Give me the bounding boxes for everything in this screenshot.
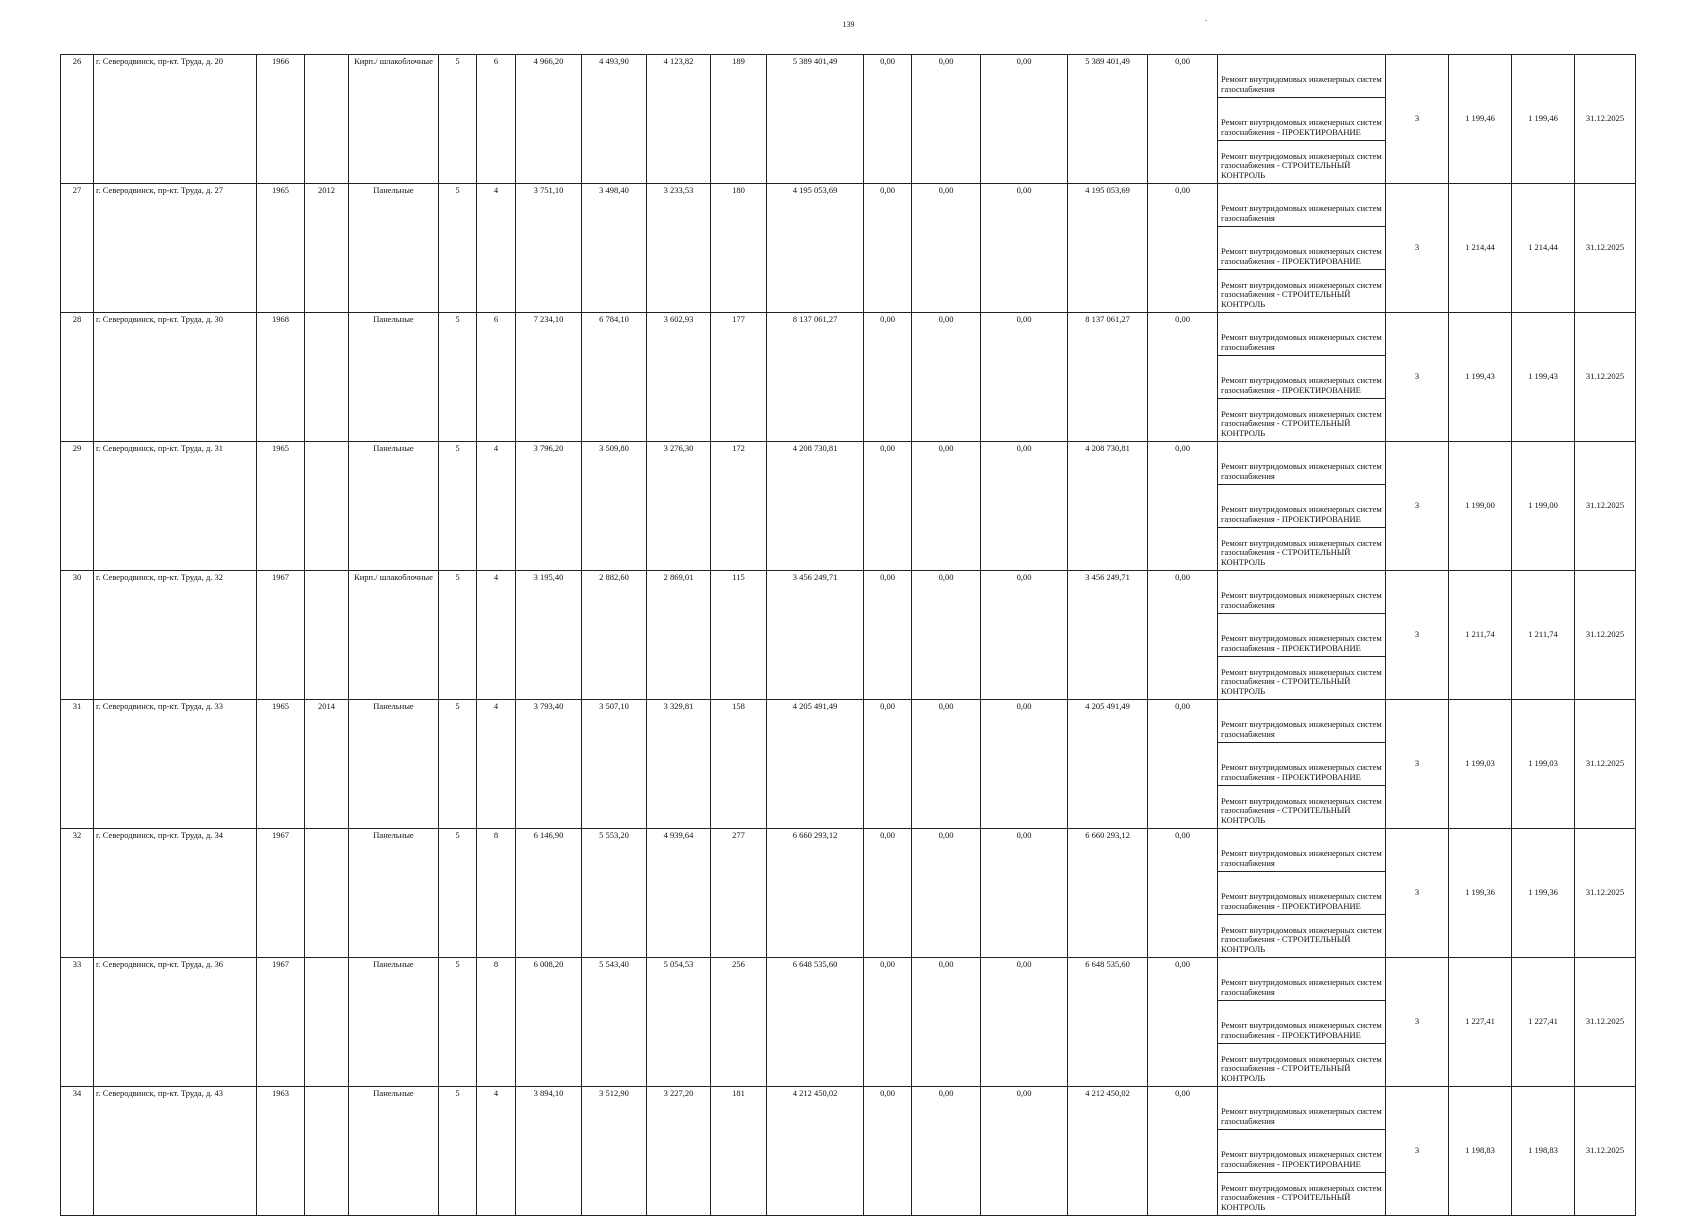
cost-regional: 0,00 (912, 1087, 981, 1216)
floors: 5 (439, 571, 477, 700)
year-built: 1965 (257, 700, 305, 829)
area-living: 3 507,10 (582, 700, 647, 829)
row-number: 31 (61, 700, 94, 829)
table-row (61, 313, 1636, 356)
year-renovated (305, 829, 349, 958)
cost-regional: 0,00 (912, 571, 981, 700)
residents: 181 (711, 1087, 767, 1216)
cost-federal: 0,00 (864, 442, 912, 571)
cost-other: 0,00 (1148, 313, 1218, 442)
total-area: 3 195,40 (516, 571, 582, 700)
row-number: 28 (61, 313, 94, 442)
completion-date: 31.12.2025 (1575, 700, 1636, 829)
entrances: 4 (477, 442, 516, 571)
year-renovated (305, 571, 349, 700)
cost-local: 0,00 (981, 184, 1068, 313)
residents: 180 (711, 184, 767, 313)
cost-federal: 0,00 (864, 184, 912, 313)
specific-cost: 1 227,41 (1449, 958, 1512, 1087)
total-cost: 5 389 401,49 (767, 55, 864, 184)
cost-owners: 4 212 450,02 (1068, 1087, 1148, 1216)
completion-date: 31.12.2025 (1575, 1087, 1636, 1216)
cost-regional: 0,00 (912, 55, 981, 184)
total-area: 3 751,10 (516, 184, 582, 313)
residents: 115 (711, 571, 767, 700)
cost-regional: 0,00 (912, 313, 981, 442)
floors: 5 (439, 184, 477, 313)
cost-local: 0,00 (981, 958, 1068, 1087)
work-type: Ремонт внутридомовых инженерных систем газоснабжения (1218, 184, 1386, 227)
cost-local: 0,00 (981, 700, 1068, 829)
entrances: 8 (477, 829, 516, 958)
cost-other: 0,00 (1148, 571, 1218, 700)
cost-regional: 0,00 (912, 442, 981, 571)
wall-material: Панельные (349, 958, 439, 1087)
total-area: 3 793,40 (516, 700, 582, 829)
entrances: 4 (477, 571, 516, 700)
work-type: Ремонт внутридомовых инженерных систем газоснабжения - СТРОИТЕЛЬНЫЙ КОНТРОЛЬ (1218, 528, 1386, 571)
total-cost: 6 648 535,60 (767, 958, 864, 1087)
row-number: 30 (61, 571, 94, 700)
total-area: 6 146,90 (516, 829, 582, 958)
table-row (61, 571, 1636, 614)
unit: 3 (1386, 313, 1449, 442)
total-area: 4 966,20 (516, 55, 582, 184)
completion-date: 31.12.2025 (1575, 313, 1636, 442)
cost-other: 0,00 (1148, 184, 1218, 313)
year-built: 1966 (257, 55, 305, 184)
work-type: Ремонт внутридомовых инженерных систем газоснабжения - СТРОИТЕЛЬНЫЙ КОНТРОЛЬ (1218, 786, 1386, 829)
specific-cost: 1 199,36 (1449, 829, 1512, 958)
residents: 277 (711, 829, 767, 958)
year-built: 1967 (257, 571, 305, 700)
unit: 3 (1386, 1087, 1449, 1216)
max-cost: 1 199,00 (1512, 442, 1575, 571)
address: г. Северодвинск, пр-кт. Труда, д. 27 (94, 184, 257, 313)
area-residential: 3 329,81 (647, 700, 711, 829)
total-area: 7 234,10 (516, 313, 582, 442)
page-number: 139 (842, 20, 855, 29)
entrances: 4 (477, 184, 516, 313)
capital-repair-table (60, 54, 1636, 1216)
year-built: 1965 (257, 442, 305, 571)
wall-material: Кирп./ шлакоблочные (349, 571, 439, 700)
area-living: 3 512,90 (582, 1087, 647, 1216)
year-renovated (305, 958, 349, 1087)
wall-material: Кирп./ шлакоблочные (349, 55, 439, 184)
completion-date: 31.12.2025 (1575, 958, 1636, 1087)
cost-other: 0,00 (1148, 700, 1218, 829)
floors: 5 (439, 700, 477, 829)
unit: 3 (1386, 700, 1449, 829)
entrances: 4 (477, 1087, 516, 1216)
area-residential: 3 233,53 (647, 184, 711, 313)
residents: 172 (711, 442, 767, 571)
work-type: Ремонт внутридомовых инженерных систем газоснабжения (1218, 958, 1386, 1001)
cost-other: 0,00 (1148, 1087, 1218, 1216)
cost-local: 0,00 (981, 313, 1068, 442)
cost-federal: 0,00 (864, 700, 912, 829)
entrances: 4 (477, 700, 516, 829)
work-type: Ремонт внутридомовых инженерных систем газоснабжения - ПРОЕКТИРОВАНИЕ (1218, 1001, 1386, 1044)
cost-owners: 8 137 061,27 (1068, 313, 1148, 442)
work-type: Ремонт внутридомовых инженерных систем газоснабжения - ПРОЕКТИРОВАНИЕ (1218, 614, 1386, 657)
area-living: 5 543,40 (582, 958, 647, 1087)
year-renovated (305, 1087, 349, 1216)
area-living: 5 553,20 (582, 829, 647, 958)
work-type: Ремонт внутридомовых инженерных систем газоснабжения - СТРОИТЕЛЬНЫЙ КОНТРОЛЬ (1218, 270, 1386, 313)
area-living: 4 493,90 (582, 55, 647, 184)
cost-federal: 0,00 (864, 571, 912, 700)
year-built: 1963 (257, 1087, 305, 1216)
completion-date: 31.12.2025 (1575, 442, 1636, 571)
row-number: 29 (61, 442, 94, 571)
year-built: 1968 (257, 313, 305, 442)
max-cost: 1 199,46 (1512, 55, 1575, 184)
wall-material: Панельные (349, 184, 439, 313)
work-type: Ремонт внутридомовых инженерных систем газоснабжения - СТРОИТЕЛЬНЫЙ КОНТРОЛЬ (1218, 1044, 1386, 1087)
area-living: 3 498,40 (582, 184, 647, 313)
year-built: 1967 (257, 829, 305, 958)
row-number: 27 (61, 184, 94, 313)
area-residential: 2 869,01 (647, 571, 711, 700)
work-type: Ремонт внутридомовых инженерных систем газоснабжения - ПРОЕКТИРОВАНИЕ (1218, 872, 1386, 915)
address: г. Северодвинск, пр-кт. Труда, д. 36 (94, 958, 257, 1087)
area-residential: 3 227,20 (647, 1087, 711, 1216)
unit: 3 (1386, 184, 1449, 313)
completion-date: 31.12.2025 (1575, 184, 1636, 313)
residents: 158 (711, 700, 767, 829)
specific-cost: 1 199,00 (1449, 442, 1512, 571)
cost-regional: 0,00 (912, 184, 981, 313)
total-cost: 3 456 249,71 (767, 571, 864, 700)
max-cost: 1 199,36 (1512, 829, 1575, 958)
wall-material: Панельные (349, 442, 439, 571)
work-type: Ремонт внутридомовых инженерных систем газоснабжения (1218, 1087, 1386, 1130)
address: г. Северодвинск, пр-кт. Труда, д. 30 (94, 313, 257, 442)
table-row (61, 55, 1636, 98)
cost-federal: 0,00 (864, 958, 912, 1087)
row-number: 34 (61, 1087, 94, 1216)
max-cost: 1 199,03 (1512, 700, 1575, 829)
max-cost: 1 227,41 (1512, 958, 1575, 1087)
total-area: 6 008,20 (516, 958, 582, 1087)
cost-other: 0,00 (1148, 829, 1218, 958)
max-cost: 1 198,83 (1512, 1087, 1575, 1216)
cost-local: 0,00 (981, 829, 1068, 958)
residents: 189 (711, 55, 767, 184)
table-row (61, 958, 1636, 1001)
cost-federal: 0,00 (864, 55, 912, 184)
unit: 3 (1386, 958, 1449, 1087)
area-living: 3 509,80 (582, 442, 647, 571)
residents: 177 (711, 313, 767, 442)
unit: 3 (1386, 442, 1449, 571)
area-residential: 4 939,64 (647, 829, 711, 958)
work-type: Ремонт внутридомовых инженерных систем газоснабжения (1218, 829, 1386, 872)
area-residential: 3 276,30 (647, 442, 711, 571)
cost-local: 0,00 (981, 55, 1068, 184)
floors: 5 (439, 1087, 477, 1216)
row-number: 32 (61, 829, 94, 958)
cost-other: 0,00 (1148, 958, 1218, 1087)
total-cost: 4 205 491,49 (767, 700, 864, 829)
row-number: 26 (61, 55, 94, 184)
work-type: Ремонт внутридомовых инженерных систем газоснабжения - ПРОЕКТИРОВАНИЕ (1218, 743, 1386, 786)
cost-owners: 3 456 249,71 (1068, 571, 1148, 700)
year-renovated: 2014 (305, 700, 349, 829)
specific-cost: 1 198,83 (1449, 1087, 1512, 1216)
total-cost: 6 660 293,12 (767, 829, 864, 958)
cost-federal: 0,00 (864, 313, 912, 442)
cost-owners: 4 208 730,81 (1068, 442, 1148, 571)
address: г. Северодвинск, пр-кт. Труда, д. 33 (94, 700, 257, 829)
year-renovated: 2012 (305, 184, 349, 313)
work-type: Ремонт внутридомовых инженерных систем газоснабжения - ПРОЕКТИРОВАНИЕ (1218, 98, 1386, 141)
unit: 3 (1386, 571, 1449, 700)
address: г. Северодвинск, пр-кт. Труда, д. 32 (94, 571, 257, 700)
specific-cost: 1 199,03 (1449, 700, 1512, 829)
total-area: 3 894,10 (516, 1087, 582, 1216)
work-type: Ремонт внутридомовых инженерных систем газоснабжения (1218, 442, 1386, 485)
year-built: 1967 (257, 958, 305, 1087)
entrances: 6 (477, 55, 516, 184)
cost-owners: 4 195 053,69 (1068, 184, 1148, 313)
address: г. Северодвинск, пр-кт. Труда, д. 34 (94, 829, 257, 958)
specific-cost: 1 199,43 (1449, 313, 1512, 442)
cost-local: 0,00 (981, 1087, 1068, 1216)
floors: 5 (439, 313, 477, 442)
max-cost: 1 199,43 (1512, 313, 1575, 442)
completion-date: 31.12.2025 (1575, 829, 1636, 958)
work-type: Ремонт внутридомовых инженерных систем газоснабжения - ПРОЕКТИРОВАНИЕ (1218, 1130, 1386, 1173)
total-cost: 4 208 730,81 (767, 442, 864, 571)
work-type: Ремонт внутридомовых инженерных систем газоснабжения - СТРОИТЕЛЬНЫЙ КОНТРОЛЬ (1218, 657, 1386, 700)
year-renovated (305, 55, 349, 184)
table-row (61, 184, 1636, 227)
total-cost: 4 195 053,69 (767, 184, 864, 313)
work-type: Ремонт внутридомовых инженерных систем газоснабжения - СТРОИТЕЛЬНЫЙ КОНТРОЛЬ (1218, 915, 1386, 958)
area-living: 2 882,60 (582, 571, 647, 700)
cost-regional: 0,00 (912, 829, 981, 958)
wall-material: Панельные (349, 1087, 439, 1216)
scan-mark: . (1205, 14, 1207, 23)
table-row (61, 829, 1636, 872)
area-residential: 3 602,93 (647, 313, 711, 442)
cost-owners: 6 648 535,60 (1068, 958, 1148, 1087)
total-area: 3 796,20 (516, 442, 582, 571)
work-type: Ремонт внутридомовых инженерных систем газоснабжения - ПРОЕКТИРОВАНИЕ (1218, 227, 1386, 270)
year-renovated (305, 442, 349, 571)
floors: 5 (439, 442, 477, 571)
row-number: 33 (61, 958, 94, 1087)
area-residential: 5 054,53 (647, 958, 711, 1087)
work-type: Ремонт внутридомовых инженерных систем газоснабжения - СТРОИТЕЛЬНЫЙ КОНТРОЛЬ (1218, 399, 1386, 442)
residents: 256 (711, 958, 767, 1087)
work-type: Ремонт внутридомовых инженерных систем газоснабжения (1218, 700, 1386, 743)
cost-other: 0,00 (1148, 55, 1218, 184)
unit: 3 (1386, 55, 1449, 184)
work-type: Ремонт внутридомовых инженерных систем газоснабжения - ПРОЕКТИРОВАНИЕ (1218, 485, 1386, 528)
floors: 5 (439, 55, 477, 184)
year-built: 1965 (257, 184, 305, 313)
wall-material: Панельные (349, 313, 439, 442)
address: г. Северодвинск, пр-кт. Труда, д. 43 (94, 1087, 257, 1216)
cost-other: 0,00 (1148, 442, 1218, 571)
table-row (61, 1087, 1636, 1130)
completion-date: 31.12.2025 (1575, 55, 1636, 184)
entrances: 6 (477, 313, 516, 442)
max-cost: 1 214,44 (1512, 184, 1575, 313)
cost-regional: 0,00 (912, 700, 981, 829)
floors: 5 (439, 829, 477, 958)
work-type: Ремонт внутридомовых инженерных систем газоснабжения - СТРОИТЕЛЬНЫЙ КОНТРОЛЬ (1218, 141, 1386, 184)
work-type: Ремонт внутридомовых инженерных систем газоснабжения (1218, 55, 1386, 98)
address: г. Северодвинск, пр-кт. Труда, д. 20 (94, 55, 257, 184)
floors: 5 (439, 958, 477, 1087)
max-cost: 1 211,74 (1512, 571, 1575, 700)
address: г. Северодвинск, пр-кт. Труда, д. 31 (94, 442, 257, 571)
specific-cost: 1 211,74 (1449, 571, 1512, 700)
work-type: Ремонт внутридомовых инженерных систем газоснабжения (1218, 571, 1386, 614)
completion-date: 31.12.2025 (1575, 571, 1636, 700)
area-living: 6 784,10 (582, 313, 647, 442)
total-cost: 8 137 061,27 (767, 313, 864, 442)
table-row (61, 442, 1636, 485)
table-row (61, 700, 1636, 743)
area-residential: 4 123,82 (647, 55, 711, 184)
cost-owners: 4 205 491,49 (1068, 700, 1148, 829)
cost-federal: 0,00 (864, 1087, 912, 1216)
wall-material: Панельные (349, 829, 439, 958)
unit: 3 (1386, 829, 1449, 958)
cost-federal: 0,00 (864, 829, 912, 958)
specific-cost: 1 214,44 (1449, 184, 1512, 313)
total-cost: 4 212 450,02 (767, 1087, 864, 1216)
wall-material: Панельные (349, 700, 439, 829)
cost-owners: 6 660 293,12 (1068, 829, 1148, 958)
year-renovated (305, 313, 349, 442)
work-type: Ремонт внутридомовых инженерных систем газоснабжения (1218, 313, 1386, 356)
work-type: Ремонт внутридомовых инженерных систем газоснабжения - СТРОИТЕЛЬНЫЙ КОНТРОЛЬ (1218, 1173, 1386, 1216)
cost-local: 0,00 (981, 442, 1068, 571)
cost-regional: 0,00 (912, 958, 981, 1087)
specific-cost: 1 199,46 (1449, 55, 1512, 184)
cost-local: 0,00 (981, 571, 1068, 700)
cost-owners: 5 389 401,49 (1068, 55, 1148, 184)
work-type: Ремонт внутридомовых инженерных систем газоснабжения - ПРОЕКТИРОВАНИЕ (1218, 356, 1386, 399)
entrances: 8 (477, 958, 516, 1087)
